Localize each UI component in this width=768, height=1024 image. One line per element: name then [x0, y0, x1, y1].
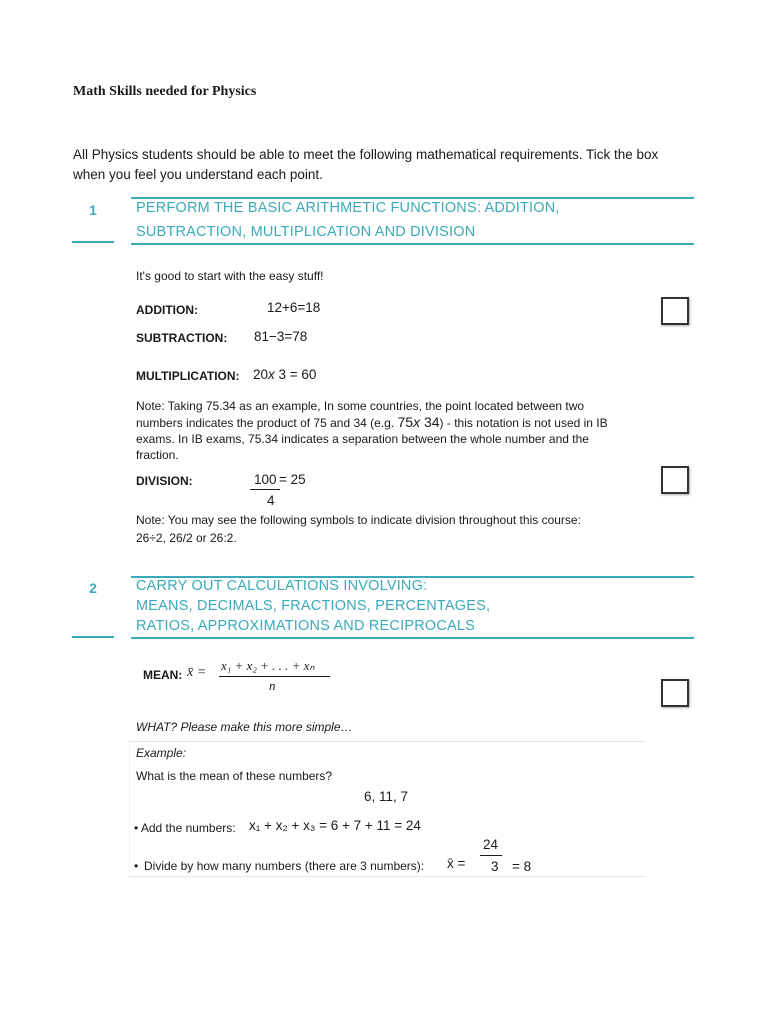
section2-heading-line2: MEANS, DECIMALS, FRACTIONS, PERCENTAGES,: [136, 598, 491, 614]
example-question: What is the mean of these numbers?: [136, 769, 333, 783]
section2-heading-line3: RATIOS, APPROXIMATIONS AND RECIPROCALS: [136, 618, 476, 634]
step1-expression: x₁ + x₂ + x₃ = 6 + 7 + 11 = 24: [249, 818, 421, 833]
subtraction-label: SUBTRACTION:: [136, 331, 228, 345]
note-division-symbols-line2: 26÷2, 26/2 or 26:2.: [136, 531, 237, 545]
note-decimal-point: [136, 398, 631, 463]
section1-heading-line2: SUBTRACTION, MULTIPLICATION AND DIVISION: [136, 224, 476, 240]
multiplication-expression: [253, 367, 316, 382]
multiplication-label: MULTIPLICATION:: [136, 369, 240, 383]
step2-fraction-bar: [480, 855, 502, 856]
multiplication-sign: x: [268, 367, 275, 382]
division-numerator: 100: [254, 472, 277, 487]
division-checkbox[interactable]: [661, 466, 689, 494]
note1-text-a: Note: Taking 75.34 as an example, In some countries, the point located between two numbers indicates the product of 75 and 34 (e.g.: [136, 399, 585, 430]
example-box: [129, 741, 646, 877]
addition-expression: 12+6=18: [267, 300, 321, 315]
mean-denominator: n: [269, 678, 276, 693]
example-label: Example:: [136, 746, 187, 760]
mean-fraction-bar: [219, 676, 330, 677]
step1-bullet: • Add the numbers:: [134, 821, 236, 835]
step2-numerator: 24: [483, 837, 499, 852]
section2-number: 2: [89, 580, 97, 596]
note1-number: 75: [397, 414, 414, 430]
section1-heading-line1: PERFORM THE BASIC ARITHMETIC FUNCTIONS: ADDITION,: [136, 200, 560, 216]
division-result: = 25: [279, 472, 306, 487]
note1-text-b: ) - this notation is not used in IB exams. In IB exams, 75.34 indicates a separation between the whole number and the fraction.: [136, 416, 608, 462]
page-title: Math Skills needed for Physics: [73, 84, 257, 99]
step2-result: = 8: [512, 859, 532, 874]
division-fraction-bar: [250, 489, 280, 490]
subtraction-expression: 81−3=78: [254, 329, 308, 344]
mean-label: MEAN:: [143, 668, 183, 682]
section1-number-underline: [72, 241, 114, 243]
example-numbers: 6, 11, 7: [364, 789, 409, 804]
section2-number-underline: [72, 636, 114, 638]
addition-label: ADDITION:: [136, 303, 198, 317]
intro-paragraph: All Physics students should be able to meet the following mathematical requirements. Tick the box when you feel you understand each point.: [73, 147, 659, 182]
section1-number: 1: [89, 202, 97, 218]
note-division-symbols-line1: Note: You may see the following symbols to indicate division throughout this course:: [136, 513, 581, 527]
section1-intro: It's good to start with the easy stuff!: [136, 269, 324, 283]
multiplication-operand: 20: [253, 367, 269, 382]
simple-prompt: WHAT? Please make this more simple…: [136, 720, 353, 734]
division-label: DIVISION:: [136, 474, 193, 488]
note1-times: x: [413, 414, 421, 430]
division-denominator: 4: [267, 493, 275, 508]
section2-bottom-rule: [131, 637, 694, 639]
step2-bullet: •: [134, 859, 139, 873]
step2-text: Divide by how many numbers (there are 3 numbers):: [144, 859, 425, 873]
addition-checkbox[interactable]: [661, 297, 689, 325]
mean-checkbox[interactable]: [661, 679, 689, 707]
mean-numerator: x₁ + x₂ + . . . + xₙ: [221, 658, 315, 673]
step2-lhs: x̄ =: [447, 856, 466, 871]
note1-number2: 34: [420, 414, 440, 430]
mean-lhs: x̄ =: [187, 665, 207, 680]
section2-heading-line1: CARRY OUT CALCULATIONS INVOLVING:: [136, 578, 428, 594]
section1-bottom-rule: [131, 243, 694, 245]
section1-top-rule: [131, 197, 694, 199]
multiplication-rest: 3 = 60: [274, 367, 317, 382]
step2-denominator: 3: [491, 859, 499, 874]
